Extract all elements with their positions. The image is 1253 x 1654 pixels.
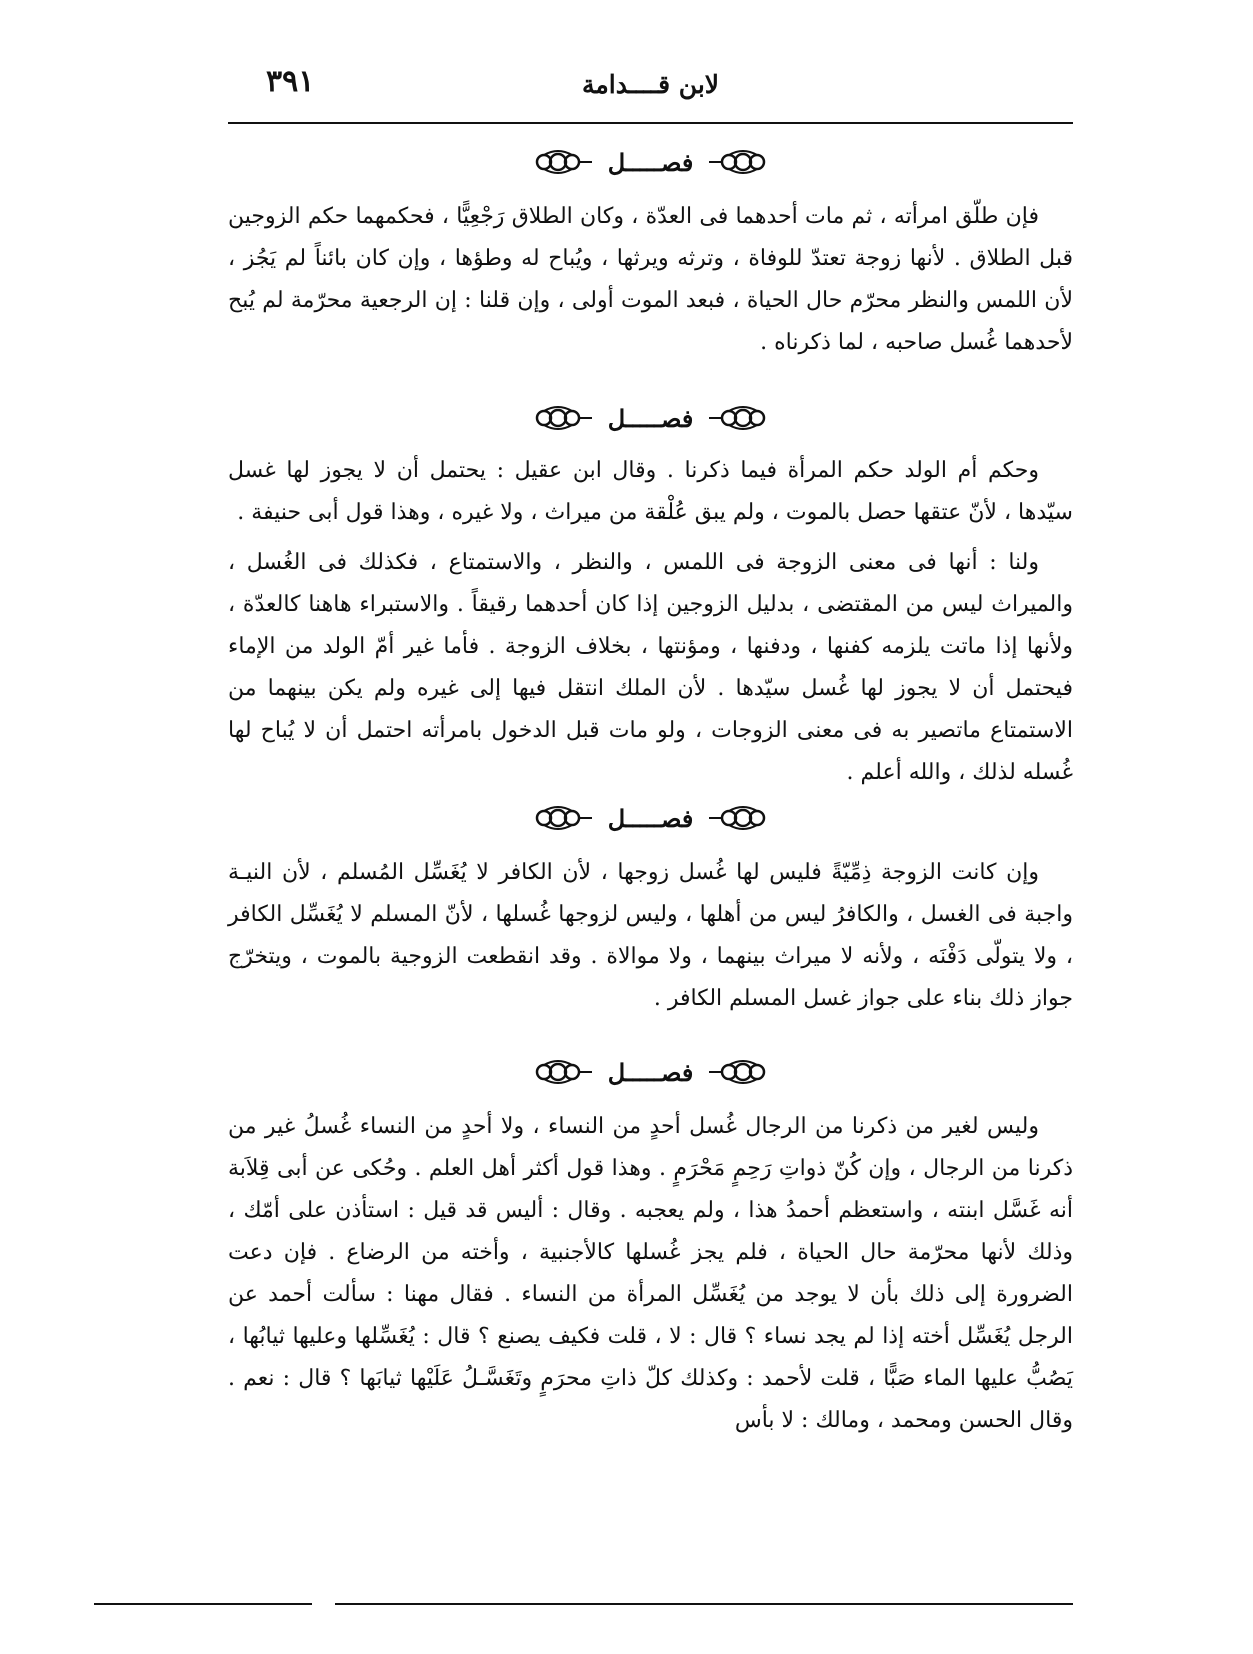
header-rule — [228, 122, 1073, 124]
footnote-rule — [335, 1603, 1073, 1605]
section-heading — [228, 398, 1073, 438]
running-title: لابن قــــدامة — [581, 70, 720, 99]
section-body — [228, 1106, 1073, 1442]
ornament-icon — [707, 1059, 769, 1085]
paragraph: ولنا : أنها فى معنى الزوجة فى اللمس ، والنظر ، والاستمتاع ، فكذلك فى الغُسل ، والميراث ليس من المقتضى ، بدليل الزوجين إذا كان أحدهما رقيقاً . والاستبراء هاهنا كالعدّة ، ولأنها إذا ماتت يلزمه كفنها ، ودفنها ، ومؤنتها ، بخلاف الزوجة . فأما غير أمّ الولد من الإماء فيحتمل أن لا يجوز لها غُسل سيّدها . لأن الملك انتقل فيها إلى غيره ولم يكن بينهما من الاستمتاع ماتصير به فى معنى الزوجات ، ولو مات قبل الدخول بامرأته احتمل أن لا يُباح لها غُسله لذلك ، والله أعلم . — [228, 550, 1073, 785]
section-body — [228, 852, 1073, 1020]
section-title: فصـــــل — [607, 403, 694, 433]
section-heading — [228, 142, 1073, 182]
paragraph: وحكم أم الولد حكم المرأة فيما ذكرنا . وقال ابن عقيل : يحتمل أن لا يجوز لها غسل سيّدها ، لأنّ عتقها حصل بالموت ، ولم يبق عُلْقة من ميراث ، ولا غيره ، وهذا قول أبى حنيفة . — [228, 458, 1073, 525]
paragraph: وإن كانت الزوجة ذِمِّيّةً فليس لها غُسل زوجها ، لأن الكافر لا يُغَسِّل المُسلم ، لأن النيـة واجبة فى الغسل ، والكافرُ ليس من أهلها ، وليس لزوجها غُسلها ، لأنّ المسلم لا يُغَسِّل الكافر ، ولا يتولّى دَفْنَه ، ولأنه لا ميراث بينهما ، ولا موالاة . وقد انقطعت الزوجية بالموت ، ويتخرّج جواز ذلك بناء على جواز غسل المسلم الكافر . — [228, 860, 1073, 1011]
ornament-icon — [532, 1059, 594, 1085]
section-title: فصـــــل — [607, 1057, 694, 1087]
section-body — [228, 450, 1073, 794]
section-title: فصـــــل — [607, 803, 694, 833]
ornament-icon — [532, 405, 594, 431]
paragraph: وليس لغير من ذكرنا من الرجال غُسل أحدٍ من النساء ، ولا أحدٍ من النساء غُسلُ غير من ذكرنا من الرجال ، وإن كُنّ ذواتِ رَحِمٍ مَحْرَمٍ . وهذا قول أكثر أهل العلم . وحُكى عن أبى قِلاَبة أنه غَسَّل ابنته ، واستعظم أحمدُ هذا ، ولم يعجبه . وقال : أليس قد قيل : استأذن على أمّك ، وذلك لأنها محرّمة حال الحياة ، فلم يجز غُسلها كالأجنبية ، وأخته من الرضاع . فإن دعت الضرورة إلى ذلك بأن لا يوجد من يُغَسِّل المرأة من النساء . فقال مهنا : سألت أحمد عن الرجل يُغَسِّل أخته إذا لم يجد نساء ؟ قال : لا ، قلت فكيف يصنع ؟ قال : يُغَسِّلها وعليها ثيابُها ، يَصُبُّ عليها الماء صَبًّا ، قلت لأحمد : وكذلك كلّ ذاتِ محرَمٍ وتَغَسَّـلُ عَلَيْها ثيابَها ؟ قال : نعم . وقال الحسن ومحمد ، ومالك : لا بأس — [228, 1114, 1073, 1433]
running-header — [228, 64, 1073, 112]
section-heading — [228, 1052, 1073, 1092]
ornament-icon — [707, 405, 769, 431]
section-title: فصـــــل — [607, 147, 694, 177]
section-heading — [228, 798, 1073, 838]
footnote-rule — [94, 1603, 312, 1605]
section-body — [228, 196, 1073, 364]
page-number: ٣٩١ — [266, 64, 315, 99]
ornament-icon — [532, 149, 594, 175]
paragraph: فإن طلّق امرأته ، ثم مات أحدهما فى العدّة ، وكان الطلاق رَجْعِيًّا ، فحكمهما حكم الزوجين قبل الطلاق . لأنها زوجة تعتدّ للوفاة ، وترثه ويرثها ، ويُباح له وطؤها ، وإن كان بائناً لم يَجُز ، لأن اللمس والنظر محرّم حال الحياة ، فبعد الموت أولى ، وإن قلنا : إن الرجعية محرّمة لم يُبح لأحدهما غُسل صاحبه ، لما ذكرناه . — [228, 204, 1073, 355]
ornament-icon — [707, 805, 769, 831]
ornament-icon — [707, 149, 769, 175]
ornament-icon — [532, 805, 594, 831]
